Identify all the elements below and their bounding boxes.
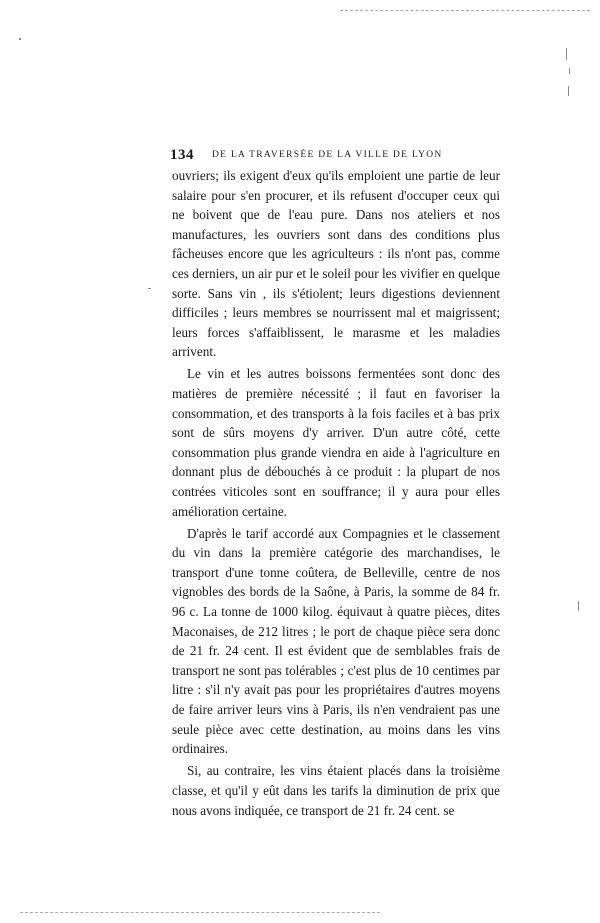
paragraph-1: ouvriers; ils exigent d'eux qu'ils emploient une partie de leur salaire pour s'en procurer, et ils refusent d'occuper ceux qui ne boivent que de l'eau pure. Dans nos ateliers et nos manufactures, les ouvriers sont dans des conditions plus fâcheuses encore que les agriculteurs : ils n'ont pas, comme ces derniers, un air pur et le soleil pour les vivifier en quelque sorte. Sans vin , ils s'étiolent; leurs digestions deviennent difficiles ; leurs membres se nourrissent mal et maigrissent; leurs forces s'affaiblissent, le marasme et les maladies arrivent. bbox=[172, 168, 500, 360]
scan-margin-mark-right-2 bbox=[569, 68, 570, 74]
scan-edge-top bbox=[340, 10, 590, 12]
scan-margin-mark-right-3 bbox=[568, 86, 569, 96]
body-text bbox=[172, 166, 500, 820]
scan-speck-top-left bbox=[19, 38, 21, 40]
scan-margin-mark-right-1 bbox=[566, 48, 567, 60]
scan-margin-mark-right-4 bbox=[578, 601, 579, 611]
paragraph-4: Si, au contraire, les vins étaient placés dans la troisième classe, et qu'il y eût dans les tarifs la diminution de prix que nous avons indiquée, ce transport de 21 fr. 24 cent. se bbox=[172, 763, 500, 818]
paragraph-3: D'après le tarif accordé aux Compagnies et le classement du vin dans la première catégorie des marchandises, le transport d'une tonne coûtera, de Belleville, centre de nos vignobles des bords de la Saône, à Paris, la somme de 84 fr. 96 c. La tonne de 1000 kilog. équivaut à quatre pièces, dites Maconaises, de 212 litres ; le port de chaque pièce sera donc de 21 fr. 24 cent. Il est évident que de semblables frais de transport ne sont pas tolérables ; c'est plus de 10 centimes par litre : s'il n'y avait pas pour les propriétaires d'autres moyens de faire arriver leurs vins à Paris, ils n'en vendraient pas une seule pièce avec cette destination, au moins dans les vins ordinaires. bbox=[172, 525, 500, 757]
page-header bbox=[170, 147, 500, 167]
scan-edge-bottom bbox=[20, 912, 380, 914]
running-title: DE LA TRAVERSÉE DE LA VILLE DE LYON bbox=[212, 150, 443, 160]
paragraph-2: Le vin et les autres boissons fermentées sont donc des matières de première nécessité ; il faut en favoriser la consommation, et des transports à la fois faciles et à bas prix sont de sûrs moyens d'y arriver. D'un autre côté, cette consommation plus grande viendra en aide à l'agriculture en donnant plus de débouchés à ce produit : la plupart de nos contrées viticoles sont en souffrance; il y aura pour elles amélioration certaine. bbox=[172, 366, 500, 519]
scan-margin-mark-left bbox=[148, 288, 151, 289]
page-number: 134 bbox=[170, 147, 194, 163]
